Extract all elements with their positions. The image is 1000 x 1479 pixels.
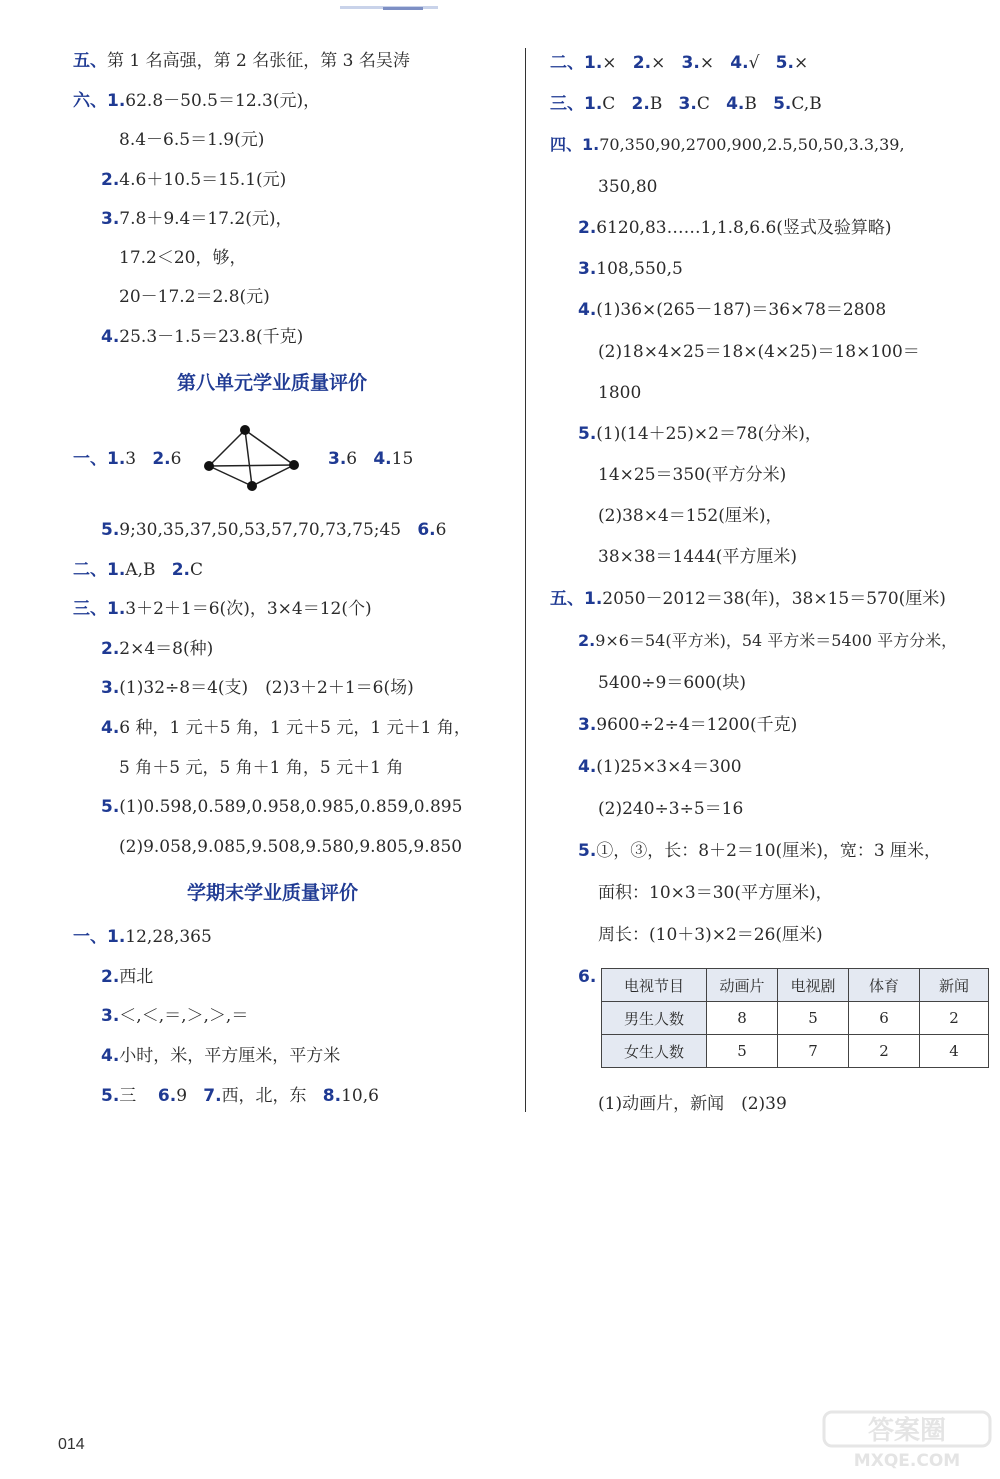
table-header-cell: 体育 [849, 969, 920, 1002]
watermark-top-text: 答案圈 [867, 1416, 947, 1446]
answer-line: 4.25.3－1.5＝23.8(千克) [101, 327, 304, 347]
answer-line: 14×25＝350(平方分米) [598, 465, 787, 485]
answer-line: 面积：10×3＝30(平方厘米)， [598, 883, 833, 903]
table-row-header: 女生人数 [602, 1035, 707, 1068]
table-header-cell: 电视节目 [602, 969, 707, 1002]
table-cell: 7 [778, 1035, 849, 1068]
answer-line: 17.2＜20，够， [119, 248, 247, 268]
answer-line: 2.西北 [101, 967, 154, 987]
answer-line: 5 角＋5 元，5 角＋1 角，5 元＋1 角 [119, 758, 404, 778]
answer-line: 一、1.12,28,365 [73, 927, 212, 947]
answer-line: 4.小时，米，平方厘米，平方米 [101, 1046, 341, 1066]
table-cell: 5 [707, 1035, 778, 1068]
section-title: 学期末学业质量评价 [187, 882, 359, 904]
graph-edge [245, 430, 294, 465]
table-row-header: 男生人数 [602, 1002, 707, 1035]
answer-line: 六、1.62.8－50.5＝12.3(元)， [73, 91, 321, 111]
graph-vertex [247, 481, 257, 491]
answer-line: 周长：(10＋3)×2＝26(厘米) [598, 925, 823, 945]
answer-line: (2)9.058,9.085,9.508,9.580,9.805,9.850 [119, 837, 463, 857]
quadrilateral-graph-figure [200, 420, 310, 495]
answer-line: 6. [578, 967, 597, 987]
table-cell: 2 [920, 1002, 989, 1035]
table-header-cell: 动画片 [707, 969, 778, 1002]
answer-line: 20－17.2＝2.8(元) [119, 287, 270, 307]
answer-line: 四、1.70,350,90,2700,900,2.5,50,50,3.3,39, [550, 135, 905, 154]
answer-line: 3.7.8＋9.4＝17.2(元)， [101, 209, 293, 229]
table-cell: 4 [920, 1035, 989, 1068]
table-cell: 6 [849, 1002, 920, 1035]
answer-line: 三、1.C 2.B 3.C 4.B 5.C,B [550, 94, 822, 114]
answer-line: 3.6 4.15 [328, 449, 414, 469]
answer-line: (2)18×4×25＝18×(4×25)＝18×100＝ [598, 342, 920, 362]
watermark-logo [822, 1410, 992, 1470]
answer-line: 3.＜,＜,＝,＞,＞,＝ [101, 1006, 249, 1026]
answer-line: 一、1.3 2.6 [73, 449, 182, 469]
answer-line: 5400÷9＝600(块) [598, 673, 747, 693]
graph-vertex [289, 460, 299, 470]
answer-line: 5.9;30,35,37,50,53,57,70,73,75;45 6.6 [101, 520, 447, 540]
answer-line: 8.4－6.5＝1.9(元) [119, 130, 265, 150]
answer-line: 二、1.× 2.× 3.× 4.√ 5.× [550, 53, 809, 73]
graph-vertex [240, 425, 250, 435]
graph-edge [252, 465, 294, 486]
answer-line: 4.6 种，1 元＋5 角，1 元＋5 元，1 元＋1 角， [101, 718, 471, 738]
table-cell: 5 [778, 1002, 849, 1035]
watermark-bottom-text: MXQE.COM [853, 1451, 961, 1470]
table-row [602, 1002, 989, 1035]
graph-edge [245, 430, 252, 486]
answer-line: 二、1.A,B 2.C [73, 560, 204, 580]
answer-line: 3.9600÷2÷4＝1200(千克) [578, 715, 798, 735]
answer-line: 5.(1)(14＋25)×2＝78(分米)， [578, 424, 822, 444]
answer-line: 38×38＝1444(平方厘米) [598, 547, 798, 567]
answer-line: 5.①，③，长：8＋2＝10(厘米)，宽：3 厘米， [578, 841, 942, 861]
answer-line: 2.9×6＝54(平方米)，54 平方米＝5400 平方分米， [578, 631, 958, 650]
graph-vertex [204, 461, 214, 471]
answer-line: 3.108,550,5 [578, 259, 683, 279]
page-number: 014 [58, 1436, 85, 1453]
answer-line: 5.(1)0.598,0.589,0.958,0.985,0.859,0.895 [101, 797, 463, 817]
answer-line: 2.2×4＝8(种) [101, 639, 214, 659]
top-decoration-accent [383, 7, 423, 10]
answer-line: 2.6120,83……1,1.8,6.6(竖式及验算略) [578, 218, 892, 238]
table-cell: 2 [849, 1035, 920, 1068]
table-header-cell: 新闻 [920, 969, 989, 1002]
column-divider [525, 48, 526, 1112]
answer-line: 五、第 1 名高强，第 2 名张征，第 3 名吴涛 [73, 51, 410, 71]
graph-edge [209, 466, 252, 486]
table-header-cell: 电视剧 [778, 969, 849, 1002]
answer-line: 3.(1)32÷8＝4(支) (2)3＋2＋1＝6(场) [101, 678, 414, 698]
answer-line: 三、1.3＋2＋1＝6(次)，3×4＝12(个) [73, 599, 372, 619]
answer-line: (2)38×4＝152(厘米)， [598, 506, 783, 526]
section-title: 第八单元学业质量评价 [177, 372, 368, 394]
answer-line: 4.(1)25×3×4＝300 [578, 757, 742, 777]
answer-line: 350,80 [598, 177, 658, 197]
answer-line: (1)动画片，新闻 (2)39 [598, 1094, 787, 1114]
answer-line: (2)240÷3÷5＝16 [598, 799, 744, 819]
answer-line: 5.三 6.9 7.西，北，东 8.10,6 [101, 1086, 379, 1106]
table-cell: 8 [707, 1002, 778, 1035]
answer-line: 2.4.6＋10.5＝15.1(元) [101, 170, 287, 190]
tv-program-table [601, 968, 989, 1068]
answer-line: 五、1.2050－2012＝38(年)，38×15＝570(厘米) [550, 589, 946, 609]
table-row [602, 1035, 989, 1068]
answer-line: 1800 [598, 383, 642, 403]
graph-edge [209, 465, 294, 466]
table-header-row [602, 969, 989, 1002]
answer-line: 4.(1)36×(265－187)＝36×78＝2808 [578, 300, 887, 320]
graph-edge [209, 430, 245, 466]
